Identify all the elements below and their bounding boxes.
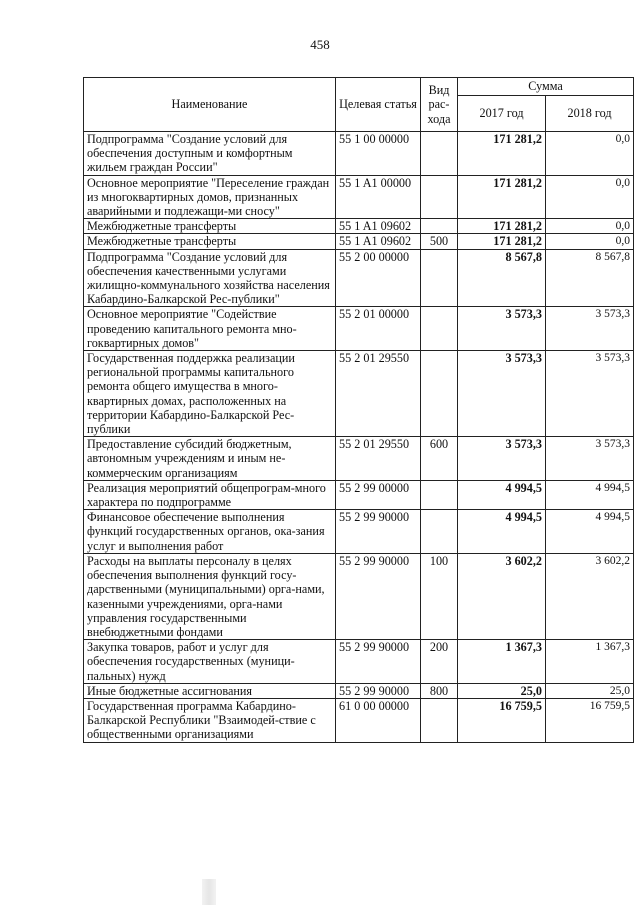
row-kind bbox=[421, 307, 458, 351]
row-kind bbox=[421, 698, 458, 742]
row-amount-2017: 8 567,8 bbox=[458, 249, 546, 307]
row-amount-2017: 171 281,2 bbox=[458, 234, 546, 249]
row-name: Закупка товаров, работ и услуг для обеспечения государственных (муници-пальных) нужд bbox=[84, 640, 336, 684]
row-code: 55 1 A1 09602 bbox=[336, 234, 421, 249]
header-name: Наименование bbox=[84, 78, 336, 132]
row-name: Предоставление субсидий бюджетным, автономным учреждениям и иным не-коммерческим организациям bbox=[84, 437, 336, 481]
table-row bbox=[84, 219, 634, 234]
budget-table bbox=[83, 77, 634, 743]
row-code: 55 2 99 90000 bbox=[336, 683, 421, 698]
row-kind bbox=[421, 351, 458, 437]
row-amount-2017: 25,0 bbox=[458, 683, 546, 698]
row-amount-2018: 3 573,3 bbox=[546, 307, 634, 351]
header-year-2017: 2017 год bbox=[458, 96, 546, 132]
table-row bbox=[84, 437, 634, 481]
table-row bbox=[84, 640, 634, 684]
table-row bbox=[84, 307, 634, 351]
row-kind: 100 bbox=[421, 553, 458, 639]
row-code: 55 2 01 00000 bbox=[336, 307, 421, 351]
table-row bbox=[84, 234, 634, 249]
header-code: Целевая статья bbox=[336, 78, 421, 132]
row-kind bbox=[421, 175, 458, 219]
row-amount-2017: 171 281,2 bbox=[458, 175, 546, 219]
table-row bbox=[84, 683, 634, 698]
table-row bbox=[84, 698, 634, 742]
table-row bbox=[84, 553, 634, 639]
row-name: Подпрограмма "Создание условий для обеспечения доступным и комфортным жильем граждан России" bbox=[84, 132, 336, 176]
table-row bbox=[84, 510, 634, 554]
row-code: 55 2 99 90000 bbox=[336, 510, 421, 554]
row-amount-2018: 3 573,3 bbox=[546, 351, 634, 437]
row-amount-2018: 8 567,8 bbox=[546, 249, 634, 307]
row-amount-2018: 3 602,2 bbox=[546, 553, 634, 639]
row-kind: 200 bbox=[421, 640, 458, 684]
row-amount-2017: 3 573,3 bbox=[458, 437, 546, 481]
row-amount-2017: 3 573,3 bbox=[458, 351, 546, 437]
row-amount-2018: 4 994,5 bbox=[546, 510, 634, 554]
row-code: 55 1 00 00000 bbox=[336, 132, 421, 176]
row-kind: 500 bbox=[421, 234, 458, 249]
table-row bbox=[84, 249, 634, 307]
row-kind bbox=[421, 132, 458, 176]
row-code: 55 2 01 29550 bbox=[336, 437, 421, 481]
row-kind: 600 bbox=[421, 437, 458, 481]
row-amount-2017: 3 602,2 bbox=[458, 553, 546, 639]
page-number: 458 bbox=[310, 37, 330, 52]
row-name: Подпрограмма "Создание условий для обеспечения качественными услугами жилищно-коммунального хозяйства населения Кабардино-Балкарской Рес-публики" bbox=[84, 249, 336, 307]
row-amount-2017: 16 759,5 bbox=[458, 698, 546, 742]
row-code: 55 2 99 00000 bbox=[336, 480, 421, 509]
row-amount-2018: 4 994,5 bbox=[546, 480, 634, 509]
row-amount-2017: 3 573,3 bbox=[458, 307, 546, 351]
table-row bbox=[84, 175, 634, 219]
row-kind bbox=[421, 249, 458, 307]
row-amount-2017: 171 281,2 bbox=[458, 132, 546, 176]
row-kind bbox=[421, 510, 458, 554]
row-name: Межбюджетные трансферты bbox=[84, 219, 336, 234]
row-code: 55 2 99 90000 bbox=[336, 553, 421, 639]
row-kind bbox=[421, 219, 458, 234]
header-kind: Вид рас-хода bbox=[421, 78, 458, 132]
row-amount-2017: 171 281,2 bbox=[458, 219, 546, 234]
row-name: Финансовое обеспечение выполнения функций государственных органов, ока-зания услуг и выполнения работ bbox=[84, 510, 336, 554]
row-name: Основное мероприятие "Переселение граждан из многоквартирных домов, признанных аварийными и подлежащи-ми сносу" bbox=[84, 175, 336, 219]
row-name: Иные бюджетные ассигнования bbox=[84, 683, 336, 698]
row-amount-2018: 1 367,3 bbox=[546, 640, 634, 684]
row-name: Реализация мероприятий общепрограм-много характера по подпрограмме bbox=[84, 480, 336, 509]
row-name: Межбюджетные трансферты bbox=[84, 234, 336, 249]
row-amount-2017: 1 367,3 bbox=[458, 640, 546, 684]
row-amount-2018: 25,0 bbox=[546, 683, 634, 698]
row-amount-2017: 4 994,5 bbox=[458, 510, 546, 554]
table-body bbox=[84, 132, 634, 743]
header-year-2018: 2018 год bbox=[546, 96, 634, 132]
row-code: 55 2 99 90000 bbox=[336, 640, 421, 684]
header-sum: Сумма bbox=[458, 78, 634, 96]
row-code: 55 2 00 00000 bbox=[336, 249, 421, 307]
row-code: 55 1 A1 09602 bbox=[336, 219, 421, 234]
row-amount-2018: 0,0 bbox=[546, 234, 634, 249]
row-code: 55 2 01 29550 bbox=[336, 351, 421, 437]
row-code: 61 0 00 00000 bbox=[336, 698, 421, 742]
row-code: 55 1 A1 00000 bbox=[336, 175, 421, 219]
row-amount-2018: 3 573,3 bbox=[546, 437, 634, 481]
row-name: Основное мероприятие "Содействие проведению капитального ремонта мно-гоквартирных домов" bbox=[84, 307, 336, 351]
row-name: Государственная поддержка реализации региональной программы капитального ремонта общего имущества в много-квартирных домах, расположенных на территории Кабардино-Балкарской Рес-публики bbox=[84, 351, 336, 437]
row-amount-2018: 0,0 bbox=[546, 175, 634, 219]
table-row bbox=[84, 132, 634, 176]
row-name: Расходы на выплаты персоналу в целях обеспечения выполнения функций госу-дарственными (муниципальными) орга-нами, казенными учреждениями, орга-нами управления государственными внебюджетными фондами bbox=[84, 553, 336, 639]
row-amount-2018: 16 759,5 bbox=[546, 698, 634, 742]
row-kind bbox=[421, 480, 458, 509]
row-name: Государственная программа Кабардино-Балкарской Республики "Взаимодей-ствие с общественными организациями bbox=[84, 698, 336, 742]
paper-fold-mark bbox=[202, 879, 216, 905]
row-kind: 800 bbox=[421, 683, 458, 698]
table-row bbox=[84, 351, 634, 437]
row-amount-2018: 0,0 bbox=[546, 132, 634, 176]
table-row bbox=[84, 480, 634, 509]
row-amount-2017: 4 994,5 bbox=[458, 480, 546, 509]
row-amount-2018: 0,0 bbox=[546, 219, 634, 234]
